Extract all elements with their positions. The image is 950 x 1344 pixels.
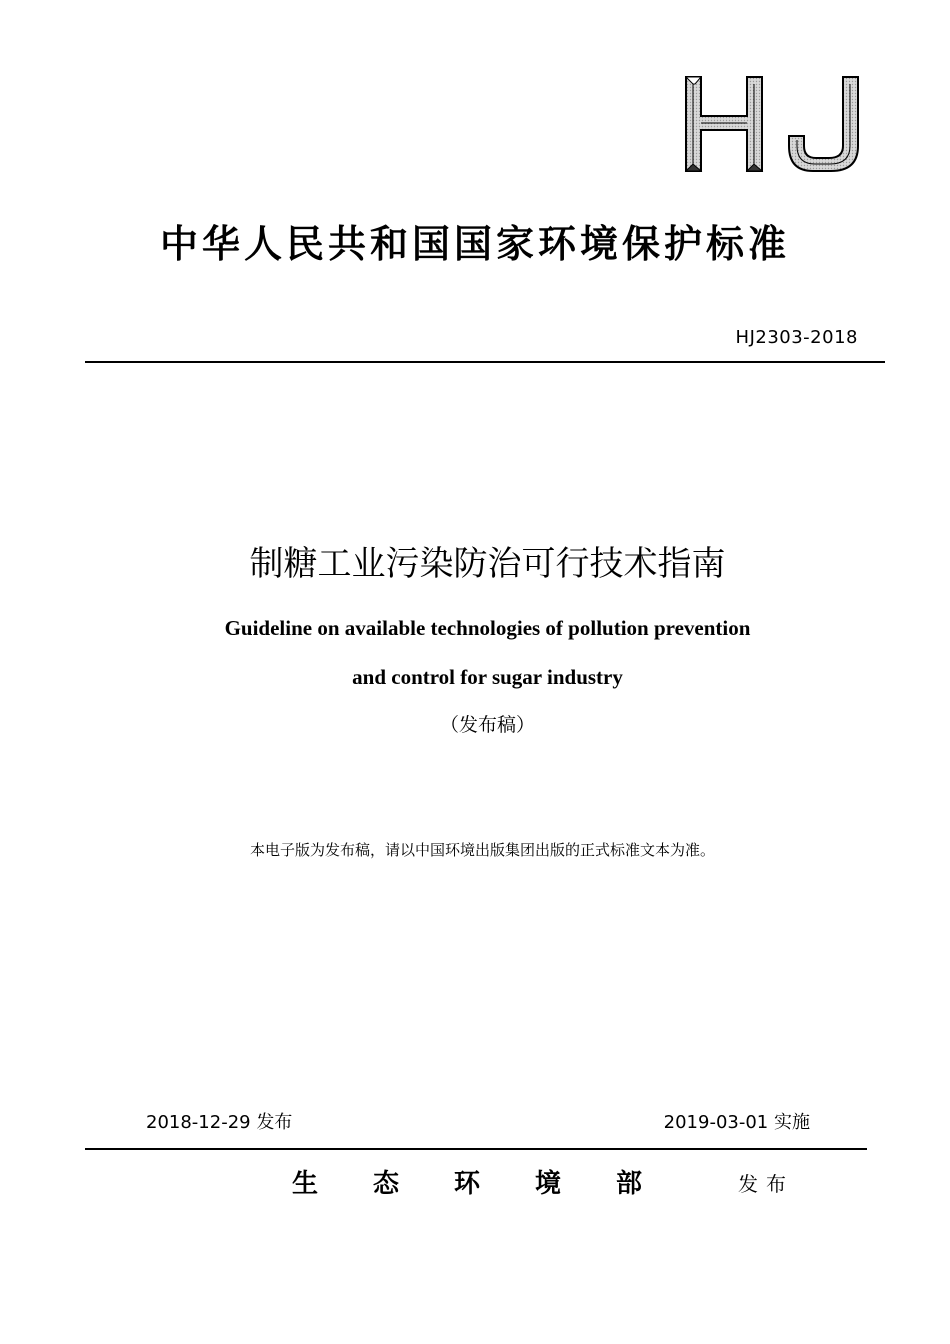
logo-letter-h [686,77,762,171]
issue-date: 2018-12-29 发布 [146,1112,293,1133]
standard-organization-title: 中华人民共和国国家环境保护标准 [159,222,790,266]
issuing-authority-suffix: 发布 [738,1172,794,1196]
document-title-en-line-2: and control for sugar industry [352,665,623,689]
document-title-cn: 制糖工业污染防治可行技术指南 [249,544,726,584]
implementation-date: 2019-03-01 实施 [663,1112,810,1133]
hj-logo [683,74,863,174]
footer-divider [85,1148,867,1150]
header-divider [85,361,885,363]
standard-code: HJ2303-2018 [735,327,858,348]
edition-notice: 本电子版为发布稿，请以中国环境出版集团出版的正式标准文本为准。 [249,841,715,859]
issuing-authority: 生态环境部 [292,1169,698,1199]
logo-letter-j [789,77,858,171]
document-title-en-line-1: Guideline on available technologies of pollution prevention [224,616,751,640]
draft-status-tag: （发布稿） [439,714,535,736]
